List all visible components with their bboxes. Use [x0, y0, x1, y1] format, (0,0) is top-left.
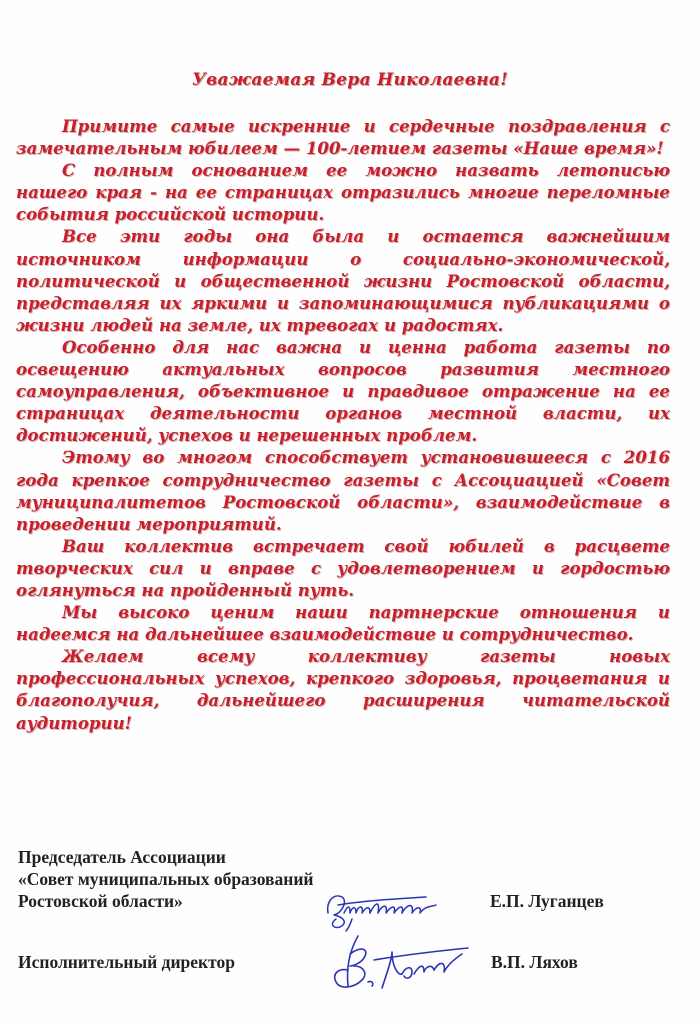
chairman-title-line: «Совет муниципальных образований	[18, 869, 314, 889]
paragraph-chronicle: С полным основанием ее можно назвать летописью нашего края - на ее страницах отразились многие переломные события российской истории.	[16, 160, 670, 225]
paragraph-cooperation: Этому во многом способствует установившееся с 2016 года крепкое сотрудничество газеты с Ассоциацией «Совет муниципалитетов Ростовской области», взаимодействие в проведении мероприятий.	[16, 447, 670, 534]
chairman-handwritten-signature	[322, 883, 442, 933]
paragraph-congratulation: Примите самые искренние и сердечные поздравления с замечательным юбилеем — 100-летием газеты «Наше время»!	[16, 116, 670, 159]
director-name: В.П. Ляхов	[491, 952, 578, 972]
paragraph-partnership: Мы высоко ценим наши партнерские отношения и надеемся на дальнейшее взаимодействие и сотрудничество.	[16, 602, 670, 645]
paragraph-wishes: Желаем всему коллективу газеты новых профессиональных успехов, крепкого здоровья, процветания и благополучия, дальнейшего расширения читательской аудитории!	[16, 646, 670, 733]
director-handwritten-signature	[328, 930, 478, 996]
chairman-title-line: Ростовской области»	[18, 891, 183, 911]
chairman-name: Е.П. Луганцев	[490, 891, 604, 911]
paragraph-local-government: Особенно для нас важна и ценна работа газеты по освещению актуальных вопросов развития местного самоуправления, объективное и правдивое отражение на ее страницах деятельности органов местной власти, их достижений, успехов и нерешенных проблем.	[16, 336, 670, 446]
chairman-title-line: Председатель Ассоциации	[18, 847, 226, 867]
salutation: Уважаемая Вера Николаевна!	[191, 70, 508, 90]
paragraph-information-source: Все эти годы она была и остается важнейшим источником информации о социально-экономической, политической и общественной жизни Ростовской области, представляя их яркими и запоминающимися публикациями о жизни людей на земле, их тревогах и радостях.	[16, 226, 670, 335]
director-title: Исполнительный директор	[18, 952, 235, 972]
paragraph-anniversary: Ваш коллектив встречает свой юбилей в расцвете творческих сил и вправе с удовлетворением и гордостью оглянуться на пройденный путь.	[16, 535, 670, 600]
letter-body	[16, 115, 670, 734]
